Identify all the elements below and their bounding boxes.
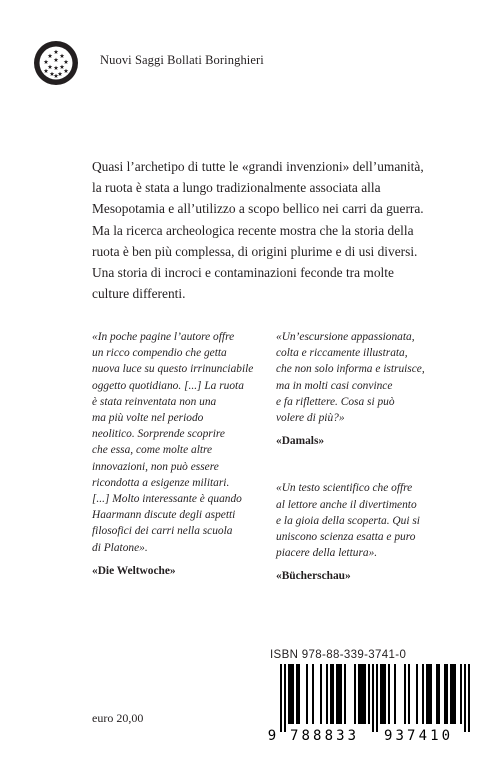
blurb-line: culture differenti. (92, 286, 186, 302)
review-source: «Bücherschau» (276, 570, 351, 583)
quote-line: filosofici dei carri nella scuola (92, 525, 233, 538)
barcode-bar (426, 664, 428, 724)
barcode-bar (454, 664, 456, 724)
back-cover-blurb (92, 156, 482, 304)
barcode-bar (344, 664, 346, 724)
reviews-right-column (276, 329, 476, 585)
barcode-bar (384, 664, 386, 724)
barcode-bar (430, 664, 432, 724)
barcode-bar (452, 664, 454, 724)
barcode-bar (298, 664, 300, 724)
barcode-bar (444, 664, 446, 724)
barcode-bar (326, 664, 328, 724)
review-quote (92, 329, 292, 556)
barcode-bar (464, 664, 466, 732)
blurb-line: Una storia di incroci e contaminazioni feconde tra molte (92, 265, 394, 281)
series-name: Nuovi Saggi Bollati Boringhieri (100, 53, 264, 67)
barcode-bar (446, 664, 448, 724)
review-quote (276, 329, 476, 426)
barcode-bar (290, 664, 292, 724)
barcode-bar (404, 664, 406, 724)
barcode-bar (336, 664, 338, 724)
blurb-line: Quasi l’archetipo di tutte le «grandi invenzioni» dell’umanità, (92, 159, 424, 174)
barcode-bar (388, 664, 390, 724)
review-source: «Die Weltwoche» (92, 564, 176, 577)
barcode-digits: 788833 (290, 728, 360, 742)
quote-line: «Un’escursione appassionata, (276, 331, 415, 343)
blurb-line: Mesopotamia e all’utilizzo a scopo bellico nei carri da guerra. (92, 201, 424, 217)
quote-line: volere di più?» (276, 412, 345, 425)
barcode-bar (372, 664, 374, 732)
barcode-bar (320, 664, 322, 724)
barcode-bar (468, 664, 470, 732)
review-quote (276, 480, 476, 561)
barcode-bar (354, 664, 356, 724)
barcode-bar (280, 664, 282, 732)
barcode-bar (288, 664, 290, 724)
barcode-bar (296, 664, 298, 724)
quote-line: «Un testo scientifico che offre (276, 482, 413, 495)
quote-line: al lettore anche il divertimento (276, 498, 417, 511)
barcode-bar (358, 664, 360, 724)
reviews-left-column (92, 329, 292, 579)
barcode-bar (332, 664, 334, 724)
barcode-bar (284, 664, 286, 732)
barcode-bar (368, 664, 370, 724)
review-source: «Damals» (276, 435, 325, 448)
barcode-bar (362, 664, 364, 724)
barcode-bar (312, 664, 314, 724)
quote-line: ricondotta a esigenze militari. (92, 476, 230, 489)
barcode-digits: 9 (267, 728, 277, 742)
barcode-bar (360, 664, 362, 724)
blurb-line: Ma la ricerca archeologica recente mostra che la storia della (92, 222, 414, 238)
quote-line: innovazioni, non può essere (92, 460, 219, 473)
barcode-digits: 937410 (384, 728, 454, 742)
barcode (266, 664, 482, 742)
quote-line: ma in molti casi convince (276, 379, 393, 392)
barcode-bar (438, 664, 440, 724)
blurb-line: la ruota è stata a lungo tradizionalmente associata alla (92, 180, 381, 196)
barcode-bar (422, 664, 424, 724)
quote-line: è stata reinventata non una (92, 395, 217, 408)
barcode-bar (408, 664, 410, 724)
publisher-logo-icon (33, 40, 79, 86)
price: euro 20,00 (92, 711, 144, 725)
quote-line: uniscono scienza esatta e puro (276, 531, 416, 544)
quote-line: che essa, come molte altre (92, 444, 213, 457)
isbn-number: ISBN 978-88-339-3741-0 (270, 649, 407, 661)
quote-line: neolitico. Sorprende scoprire (92, 428, 225, 441)
barcode-bar (376, 664, 378, 732)
quote-line: e fa riflettere. Cosa si può (276, 395, 395, 408)
quote-line: colta e riccamente illustrata, (276, 347, 408, 360)
quote-line: oggetto quotidiano. [...] La ruota (92, 379, 244, 392)
quote-line: e la gioia della scoperta. Qui si (276, 514, 420, 527)
quote-line: piacere della lettura». (276, 547, 378, 560)
quote-line: nuova luce su questo irrinunciabile (92, 363, 254, 376)
barcode-bar (382, 664, 384, 724)
blurb-line: ruota è ben più complessa, di origini plurime e di usi diversi. (92, 243, 418, 259)
barcode-bar (460, 664, 462, 724)
barcode-bar (450, 664, 452, 724)
quote-line: [...] Molto interessante è quando (92, 493, 242, 506)
barcode-bar (340, 664, 342, 724)
quote-line: che non solo informa e istruisce, (276, 363, 425, 376)
barcode-bar (330, 664, 332, 724)
barcode-bar (364, 664, 366, 724)
barcode-bar (338, 664, 340, 724)
barcode-bar (306, 664, 308, 724)
barcode-bar (292, 664, 294, 724)
barcode-bar (380, 664, 382, 724)
barcode-bar (416, 664, 418, 724)
quote-line: Haarmann discute degli aspetti (92, 509, 236, 522)
quote-line: «In poche pagine l’autore offre (92, 331, 235, 343)
quote-line: un ricco compendio che getta (92, 347, 227, 360)
barcode-bar (428, 664, 430, 724)
quote-line: ma più volte nel periodo (92, 412, 204, 425)
barcode-bar (394, 664, 396, 724)
quote-line: di Platone». (92, 541, 148, 554)
barcode-bar (436, 664, 438, 724)
